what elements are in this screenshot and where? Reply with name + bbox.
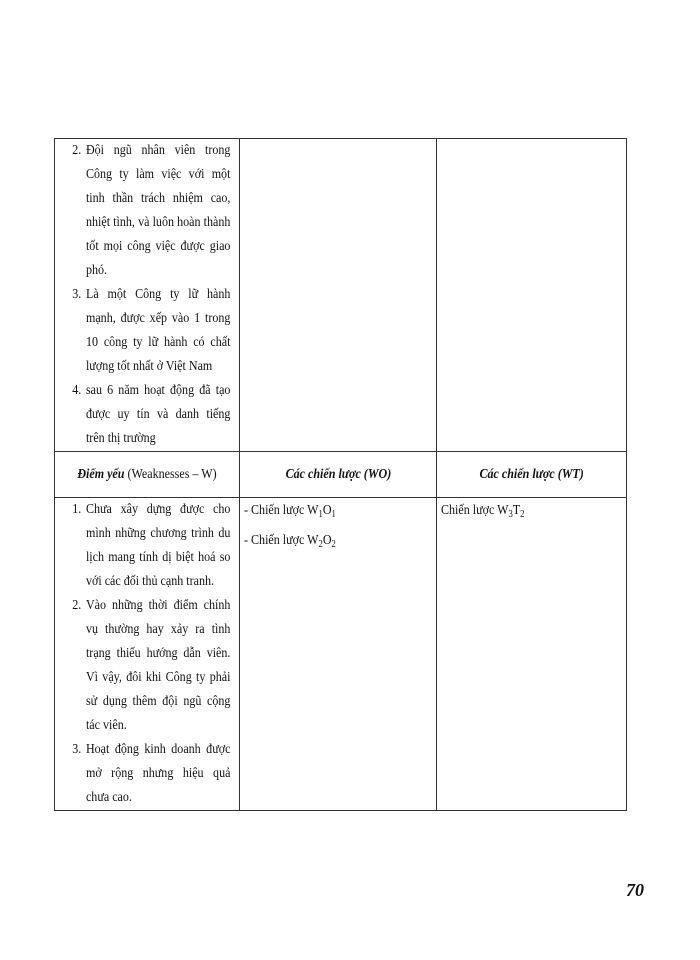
weakness-item: 3. Hoạt động kinh doanh được mở rộng nhưng hiệu quả chưa cao. [84,738,230,810]
so-strategies-cell [239,139,436,452]
wt-header-cell [437,452,627,498]
st-strategies-cell [437,139,627,452]
wt-strategy-list [437,498,626,522]
weakness-header-row [55,452,627,498]
weakness-item: 1. Chưa xây dựng được cho mình những chương trình du lịch mang tính dị biệt hoá so với các đối thủ cạnh tranh. [84,498,230,594]
strength-item: 3. Là một Công ty lữ hành mạnh, được xếp vào 1 trong 10 công ty lữ hành có chất lượng tốt nhất ở Việt Nam [84,283,230,379]
weaknesses-row [55,498,627,811]
weaknesses-list [55,498,234,810]
weakness-header-cell [55,452,240,498]
weakness-item: 2. Vào những thời điểm chính vụ thường hay xảy ra tình trạng thiếu hướng dẫn viên. Vì vậy, đôi khi Công ty phải sử dụng thêm đội ngũ cộng tác viên. [84,594,230,738]
wt-strategies-cell [437,498,627,811]
wo-header-cell [239,452,436,498]
wo-strategy-list [240,498,436,552]
wo-strategy-item: - Chiến lược $W_2O_2$ [243,533,336,550]
strength-item: 2. Đội ngũ nhân viên trong Công ty làm việc với một tinh thần trách nhiệm cao, nhiệt tình, và luôn hoàn thành tốt mọi công việc được giao phó. [84,139,230,283]
strength-item: 4. sau 6 năm hoạt động đã tạo được uy tín và danh tiếng trên thị trường [84,379,230,451]
swot-table [54,138,627,811]
wo-header: Các chiến lược (WO) [285,466,391,482]
strengths-row [55,139,627,452]
weakness-label: Điểm yếu [77,466,125,482]
wt-header: Các chiến lược (WT) [479,466,584,482]
weaknesses-cell [55,498,240,811]
strengths-list [55,139,234,451]
wo-strategies-cell [239,498,436,811]
weakness-label-suffix: (Weaknesses – W) [124,466,217,482]
wt-strategy-item: Chiến lược $W_3T_2$ [441,503,525,520]
page-number: 70 [626,880,644,900]
strengths-cell [55,139,240,452]
wo-strategy-item: - Chiến lược $W_1O_1$ [243,503,336,520]
